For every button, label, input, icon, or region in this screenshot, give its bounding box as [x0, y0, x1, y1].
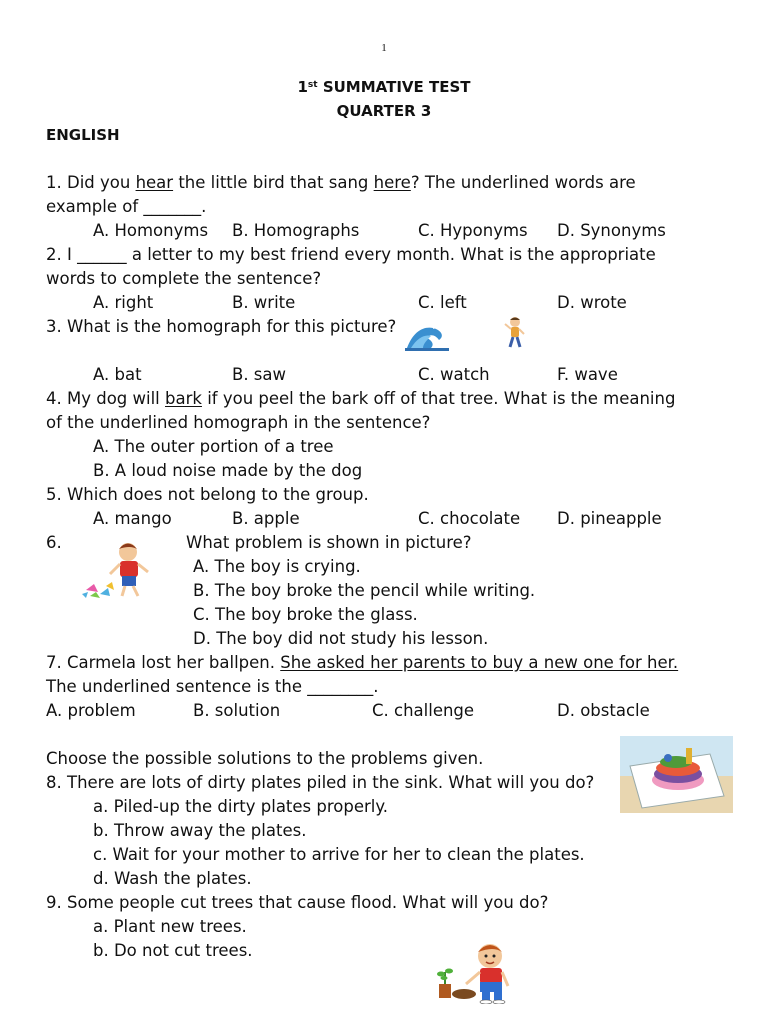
q5-option-d[interactable]: D. pineapple	[557, 509, 662, 528]
page-number: 1	[381, 42, 387, 54]
test-title	[0, 76, 768, 98]
waving-boy-icon	[503, 316, 527, 350]
q6-line1: What problem is shown in picture?	[186, 533, 472, 552]
q7-option-c[interactable]: C. challenge	[372, 701, 475, 720]
q3-option-b[interactable]: B. saw	[232, 365, 287, 384]
title-ordinal: 1	[297, 78, 308, 96]
dirty-plates-picture	[620, 736, 733, 813]
title-rest: SUMMATIVE TEST	[317, 78, 471, 96]
wave-icon	[405, 322, 449, 352]
q7-underline: She asked her parents to buy a new one for her.	[280, 653, 679, 672]
q9-line1: 9. Some people cut trees that cause flood. What will you do?	[46, 893, 549, 912]
q5-line1: 5. Which does not belong to the group.	[46, 485, 369, 504]
q4-text: 4. My dog will	[46, 389, 166, 408]
q2-option-d[interactable]: D. wrote	[557, 293, 627, 312]
q1-text-3: ? The underlined words are	[410, 173, 636, 192]
q2-option-b[interactable]: B. write	[232, 293, 296, 312]
q5-option-a[interactable]: A. mango	[93, 509, 172, 528]
q3-option-c[interactable]: C. watch	[418, 365, 490, 384]
q9-option-a[interactable]: a. Plant new trees.	[93, 917, 247, 936]
q7-line2: The underlined sentence is the ________.	[46, 677, 379, 696]
q1-underline-2: here	[373, 173, 411, 192]
q7-text: 7. Carmela lost her ballpen.	[46, 653, 281, 672]
q1-option-d[interactable]: D. Synonyms	[557, 221, 666, 240]
subject-label: ENGLISH	[46, 126, 120, 144]
q7-line1	[46, 652, 678, 674]
boy-broken-glass-picture	[80, 540, 166, 600]
q8-option-b[interactable]: b. Throw away the plates.	[93, 821, 307, 840]
q3-option-f[interactable]: F. wave	[557, 365, 618, 384]
q2-option-a[interactable]: A. right	[93, 293, 154, 312]
boy-planting-tree-picture	[436, 940, 518, 1004]
q1-option-a[interactable]: A. Homonyms	[93, 221, 209, 240]
q5-option-b[interactable]: B. apple	[232, 509, 300, 528]
q7-option-a[interactable]: A. problem	[46, 701, 136, 720]
q3-line1: 3. What is the homograph for this picture?	[46, 317, 397, 336]
q9-option-b[interactable]: b. Do not cut trees.	[93, 941, 253, 960]
q4-line2: of the underlined homograph in the sentence?	[46, 413, 431, 432]
q6-option-b[interactable]: B. The boy broke the pencil while writing.	[193, 581, 536, 600]
q7-option-b[interactable]: B. solution	[193, 701, 281, 720]
q5-option-c[interactable]: C. chocolate	[418, 509, 521, 528]
instruction-text: Choose the possible solutions to the problems given.	[46, 749, 484, 768]
q4-line1	[46, 388, 675, 410]
q8-line1: 8. There are lots of dirty plates piled in the sink. What will you do?	[46, 773, 595, 792]
q4-underline: bark	[165, 389, 202, 408]
q1-line2: example of _______.	[46, 197, 207, 216]
q1-underline-1: hear	[135, 173, 174, 192]
quarter-label: QUARTER 3	[336, 102, 432, 120]
q4-text-2: if you peel the bark off of that tree. What is the meaning	[201, 389, 676, 408]
q6-number: 6.	[46, 533, 62, 552]
q6-option-c[interactable]: C. The boy broke the glass.	[193, 605, 418, 624]
q7-option-d[interactable]: D. obstacle	[557, 701, 650, 720]
q1-text-2: the little bird that sang	[173, 173, 374, 192]
q8-option-a[interactable]: a. Piled-up the dirty plates properly.	[93, 797, 389, 816]
q1-option-c[interactable]: C. Hyponyms	[418, 221, 528, 240]
q1-line1	[46, 172, 636, 194]
q4-option-a[interactable]: A. The outer portion of a tree	[93, 437, 334, 456]
title-sup: st	[307, 80, 318, 90]
q6-option-d[interactable]: D. The boy did not study his lesson.	[193, 629, 489, 648]
q4-option-b[interactable]: B. A loud noise made by the dog	[93, 461, 363, 480]
q2-line1: 2. I ______ a letter to my best friend every month. What is the appropriate	[46, 245, 656, 264]
q2-line2: words to complete the sentence?	[46, 269, 322, 288]
q8-option-c[interactable]: c. Wait for your mother to arrive for her to clean the plates.	[93, 845, 585, 864]
q8-option-d[interactable]: d. Wash the plates.	[93, 869, 252, 888]
q3-option-a[interactable]: A. bat	[93, 365, 142, 384]
q1-text: 1. Did you	[46, 173, 136, 192]
q2-option-c[interactable]: C. left	[418, 293, 467, 312]
q1-option-b[interactable]: B. Homographs	[232, 221, 360, 240]
q6-option-a[interactable]: A. The boy is crying.	[193, 557, 361, 576]
